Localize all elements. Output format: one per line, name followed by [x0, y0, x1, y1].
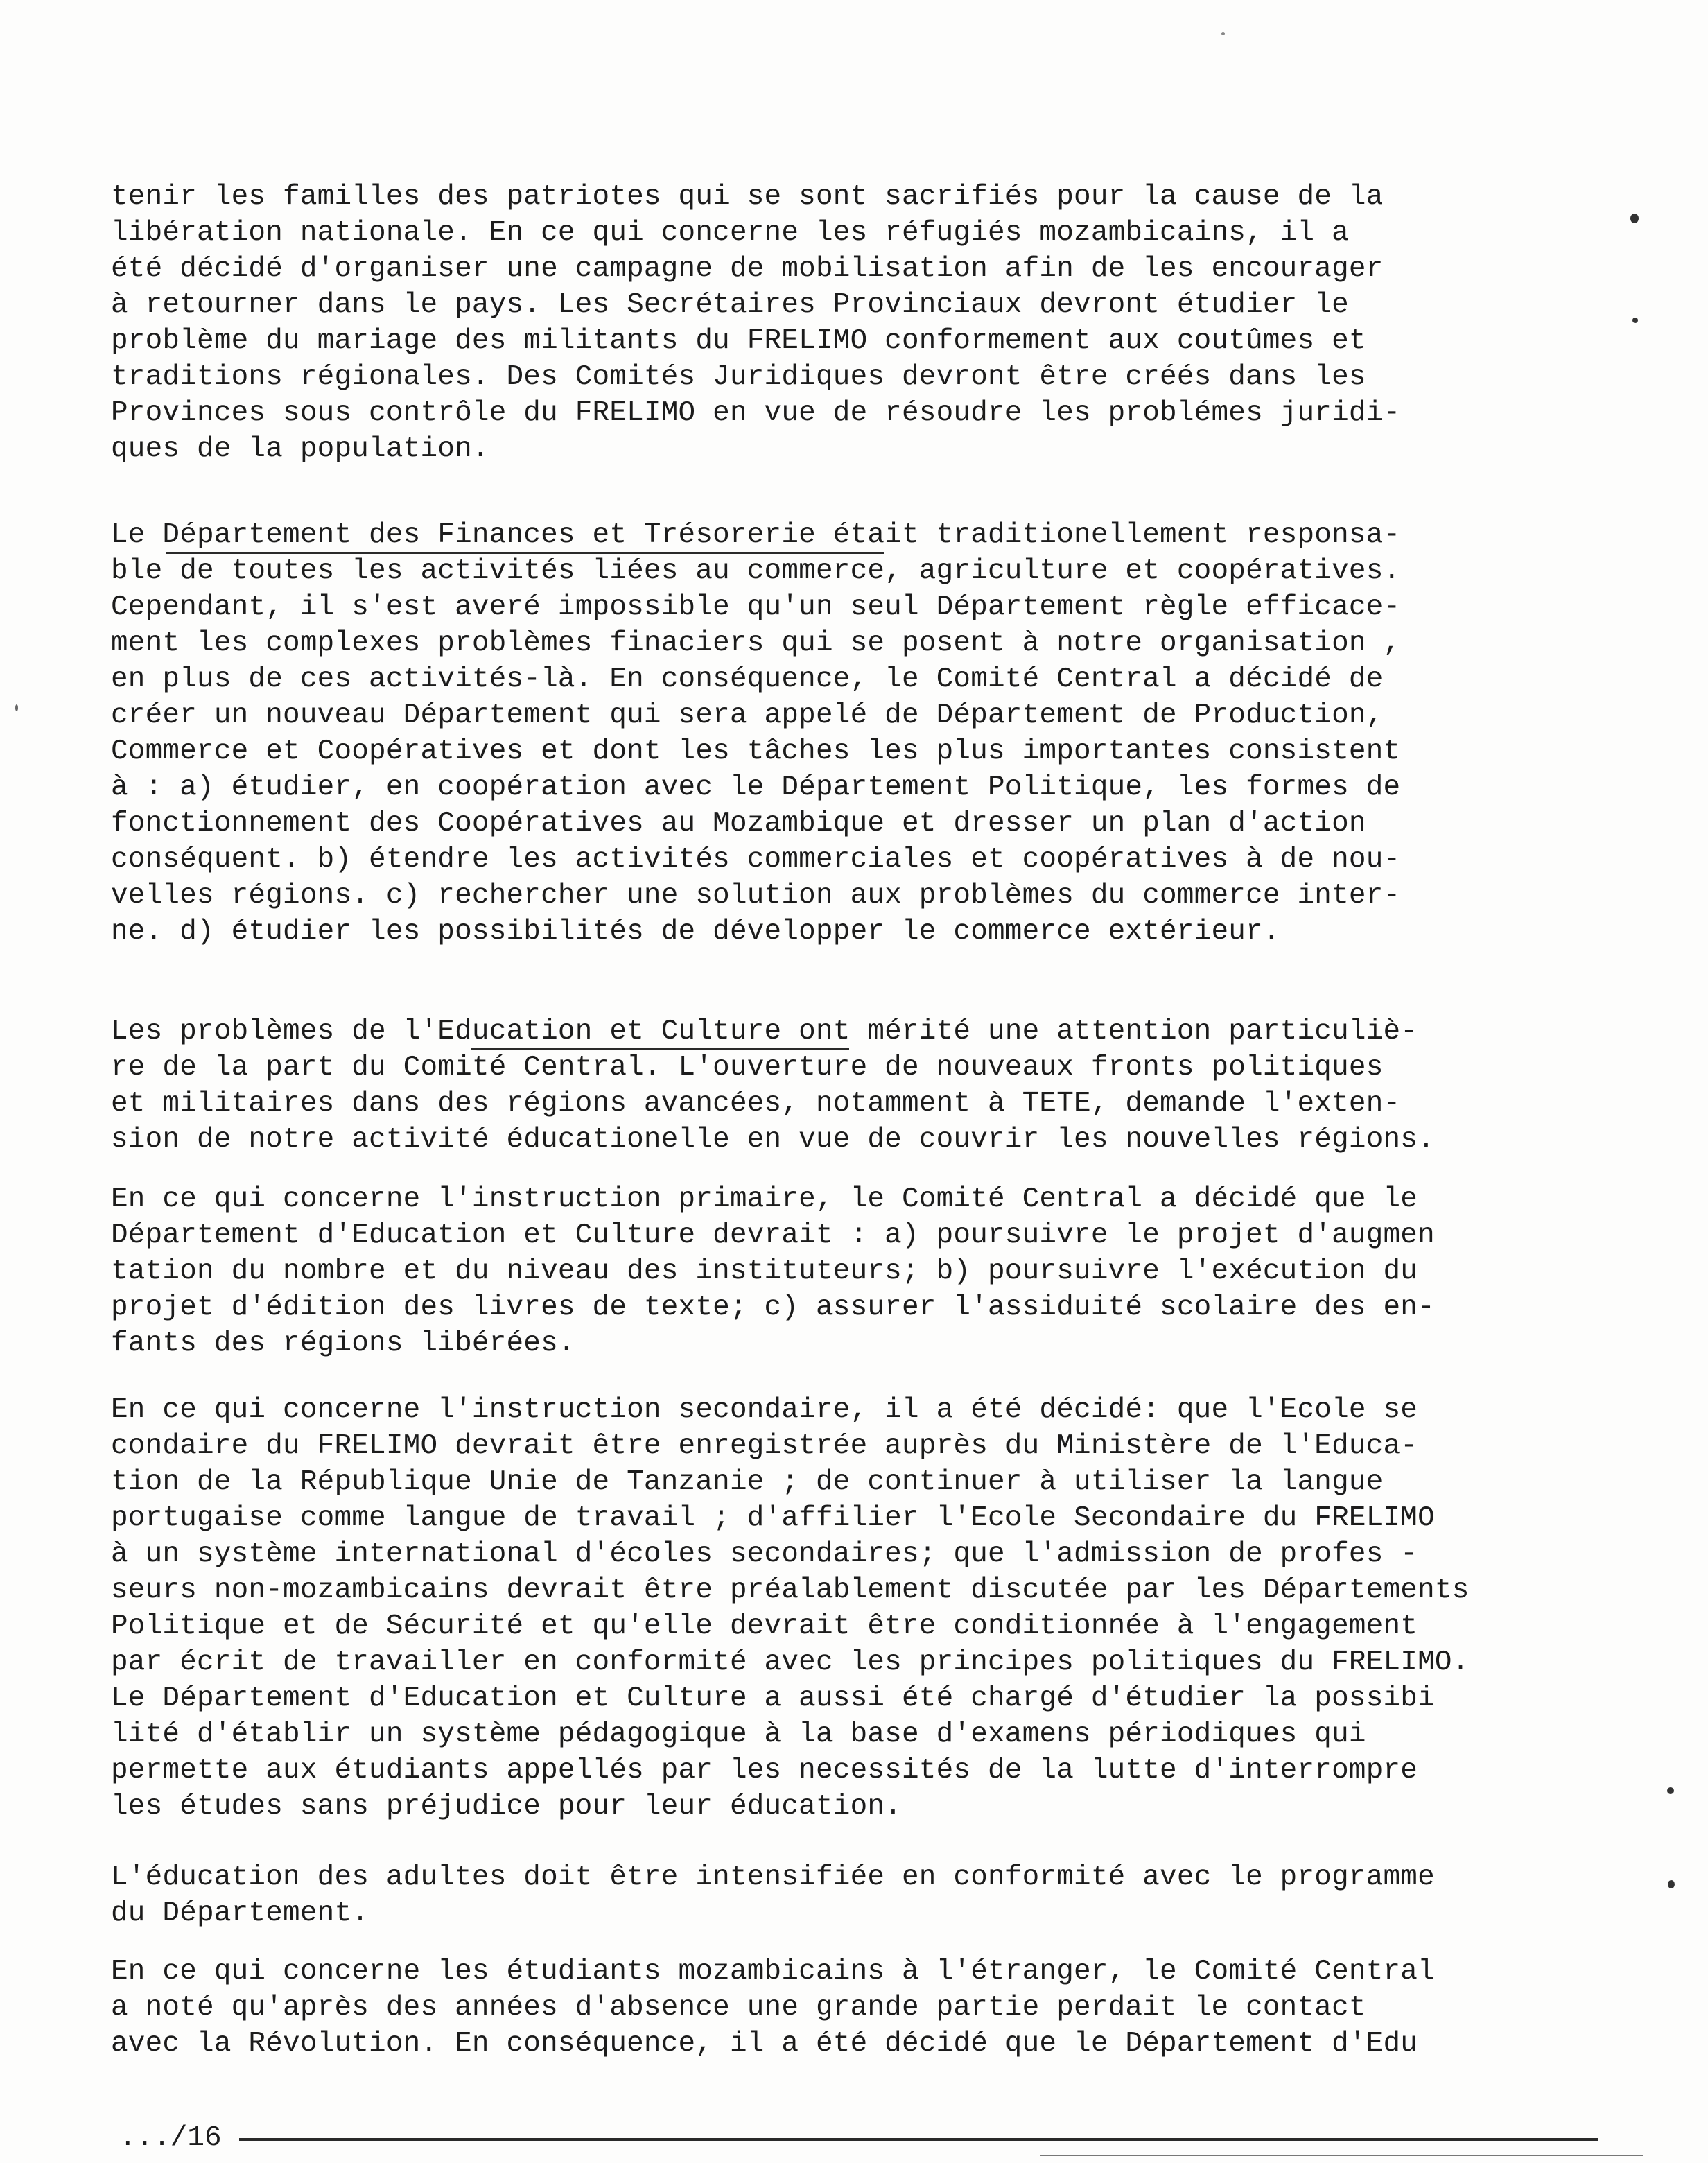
text-line: à un système international d'écoles secondaires; que l'admission de profes -: [111, 1538, 1418, 1570]
text-line: par écrit de travailler en conformité avec les principes politiques du FRELIMO.: [111, 1647, 1470, 1678]
text-line: ne. d) étudier les possibilités de développer le commerce extérieur.: [111, 916, 1280, 948]
text-line: tenir les familles des patriotes qui se sont sacrifiés pour la cause de la: [111, 181, 1384, 213]
text-line: en plus de ces activités-là. En conséquence, le Comité Central a décidé de: [111, 663, 1384, 695]
margin-speck: [15, 704, 18, 711]
text-line: Les problèmes de l'Education et Culture ont mérité une attention particuliè-: [111, 1016, 1418, 1048]
underline-education: [471, 1048, 849, 1050]
text-line: Département d'Education et Culture devrait : a) poursuivre le projet d'augmen: [111, 1219, 1435, 1251]
margin-speck: [1668, 1880, 1675, 1888]
text-line: condaire du FRELIMO devrait être enregistrée auprès du Ministère de l'Educa-: [111, 1430, 1418, 1462]
paragraph-primary-instruction: [111, 1181, 1580, 1362]
paragraph-adult-education: [111, 1859, 1580, 1931]
text-line: ques de la population.: [111, 433, 489, 465]
text-line: En ce qui concerne l'instruction primaire, le Comité Central a décidé que le: [111, 1183, 1418, 1215]
text-line: conséquent. b) étendre les activités commerciales et coopératives à de nou-: [111, 844, 1401, 876]
text-line: sion de notre activité éducationelle en vue de couvrir les nouvelles régions.: [111, 1124, 1435, 1156]
text-line: fonctionnement des Coopératives au Mozambique et dresser un plan d'action: [111, 808, 1366, 840]
text-line: tation du nombre et du niveau des instituteurs; b) poursuivre l'exécution du: [111, 1256, 1418, 1287]
text-line: Commerce et Coopératives et dont les tâches les plus importantes consistent: [111, 736, 1401, 767]
text-line: a noté qu'après des années d'absence une grande partie perdait le contact: [111, 1992, 1366, 2024]
text-line: seurs non-mozambicains devrait être préalablement discutée par les Départements: [111, 1574, 1470, 1606]
footer-rule-lower: [1040, 2155, 1643, 2156]
text-line: et militaires dans des régions avancées, notamment à TETE, demande l'exten-: [111, 1088, 1401, 1120]
paragraph-students-abroad: [111, 1954, 1580, 2062]
margin-speck: [1630, 214, 1639, 223]
margin-speck: [1632, 318, 1638, 323]
text-line: ble de toutes les activités liées au commerce, agriculture et coopératives.: [111, 555, 1401, 587]
text-line: Cependant, il s'est averé impossible qu'un seul Département règle efficace-: [111, 591, 1401, 623]
text-line: du Département.: [111, 1897, 369, 1929]
text-line: ment les complexes problèmes finaciers qui se posent à notre organisation ,: [111, 627, 1401, 659]
text-line: lité d'établir un système pédagogique à la base d'examens périodiques qui: [111, 1719, 1366, 1751]
paragraph-education-culture: [111, 1014, 1580, 1158]
paragraph-secondary-instruction: [111, 1392, 1580, 1825]
text-line: tion de la République Unie de Tanzanie ; de continuer à utiliser la langue: [111, 1466, 1384, 1498]
paragraph-liberation: [111, 179, 1580, 467]
text-line: à : a) étudier, en coopération avec le Département Politique, les formes de: [111, 772, 1401, 803]
text-line: En ce qui concerne l'instruction secondaire, il a été décidé: que l'Ecole se: [111, 1394, 1418, 1426]
text-line: Politique et de Sécurité et qu'elle devrait être conditionnée à l'engagement: [111, 1610, 1418, 1642]
text-line: Provinces sous contrôle du FRELIMO en vue de résoudre les problémes juridi-: [111, 397, 1401, 429]
text-line: Le Département des Finances et Trésorerie était traditionellement responsa-: [111, 519, 1401, 551]
margin-speck: [1667, 1787, 1674, 1794]
text-line: L'éducation des adultes doit être intensifiée en conformité avec le programme: [111, 1861, 1435, 1893]
text-line: avec la Révolution. En conséquence, il a été décidé que le Département d'Edu: [111, 2028, 1418, 2060]
text-line: traditions régionales. Des Comités Juridiques devront être créés dans les: [111, 361, 1366, 393]
text-line: permette aux étudiants appellés par les necessités de la lutte d'interrompre: [111, 1755, 1418, 1787]
text-line: été décidé d'organiser une campagne de mobilisation afin de les encourager: [111, 253, 1384, 285]
paragraph-finances: [111, 517, 1580, 950]
margin-speck: [1221, 32, 1225, 35]
text-line: créer un nouveau Département qui sera appelé de Département de Production,: [111, 700, 1384, 731]
text-line: les études sans préjudice pour leur éducation.: [111, 1791, 902, 1823]
text-line: portugaise comme langue de travail ; d'affilier l'Ecole Secondaire du FRELIMO: [111, 1502, 1435, 1534]
underline-finances: [166, 552, 884, 554]
text-line: Le Département d'Education et Culture a aussi été chargé d'étudier la possibi: [111, 1683, 1435, 1714]
text-line: libération nationale. En ce qui concerne les réfugiés mozambicains, il a: [111, 217, 1349, 249]
text-line: projet d'édition des livres de texte; c) assurer l'assiduité scolaire des en-: [111, 1292, 1435, 1323]
page-continuation: .../16: [119, 2122, 222, 2154]
text-line: velles régions. c) rechercher une solution aux problèmes du commerce inter-: [111, 880, 1401, 912]
text-line: problème du mariage des militants du FRELIMO conformement aux coutûmes et: [111, 325, 1366, 357]
text-line: à retourner dans le pays. Les Secrétaires Provinciaux devront étudier le: [111, 289, 1349, 321]
text-line: re de la part du Comité Central. L'ouverture de nouveaux fronts politiques: [111, 1052, 1384, 1084]
text-line: fants des régions libérées.: [111, 1328, 575, 1360]
footer-rule: [239, 2138, 1598, 2141]
text-line: En ce qui concerne les étudiants mozambicains à l'étranger, le Comité Central: [111, 1956, 1435, 1988]
